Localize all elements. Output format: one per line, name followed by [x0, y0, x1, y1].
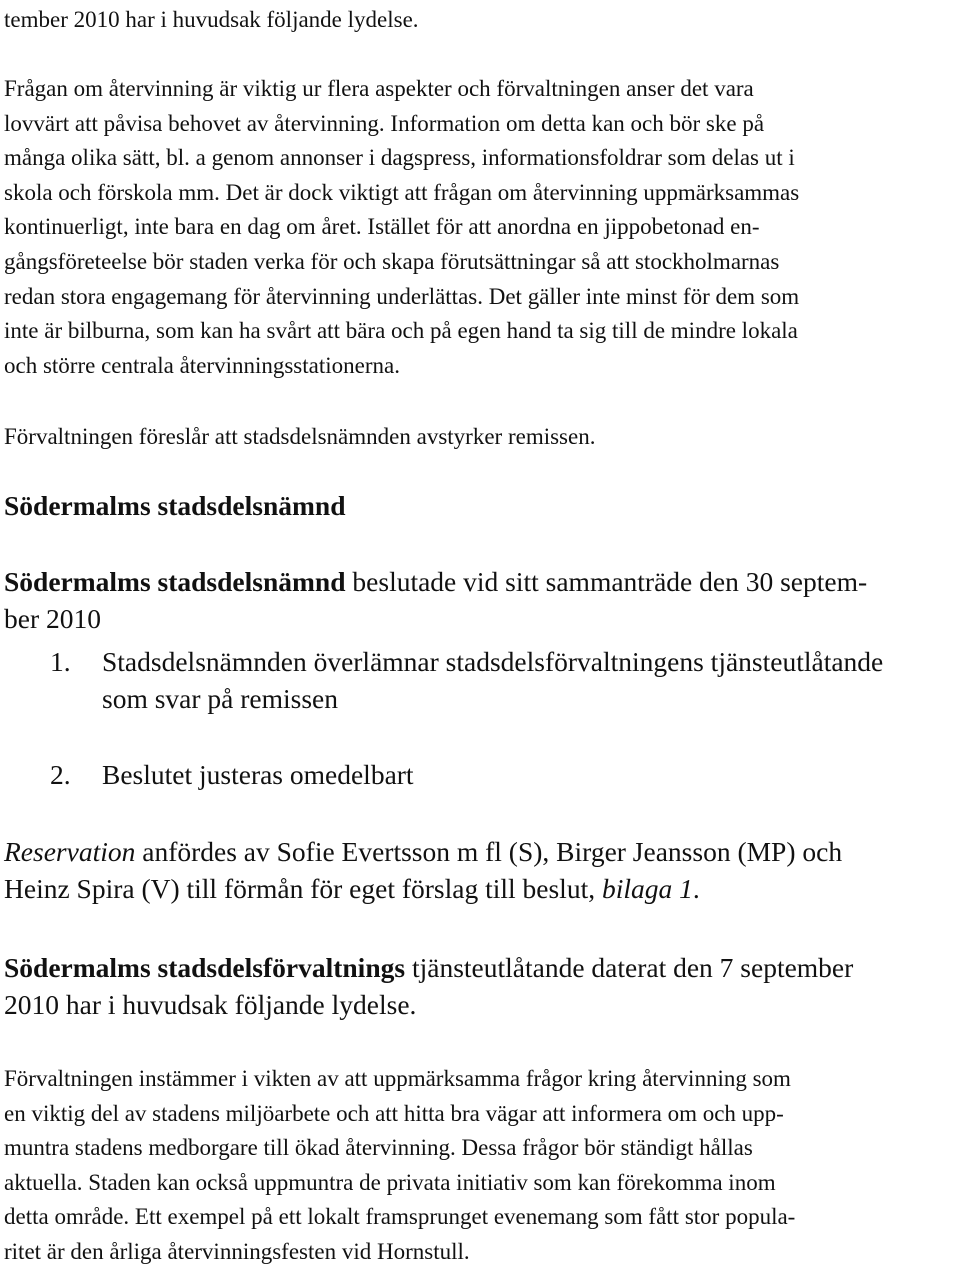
decision-body-name: Södermalms stadsdelsnämnd — [4, 566, 346, 597]
decision-text: beslutade vid sitt sammanträde den 30 septem- — [345, 566, 868, 597]
administration-name: Södermalms stadsdelsförvaltnings — [4, 952, 406, 983]
list-text — [102, 644, 960, 717]
text-line: Förvaltningen instämmer i vikten av att uppmärksamma frågor kring återvinning som — [4, 1066, 791, 1091]
text-line — [4, 950, 853, 987]
list-text — [102, 757, 960, 794]
top-line: tember 2010 har i huvudsak följande lydelse. — [4, 7, 419, 32]
text-line: gångsföreteelse bör staden verka för och skapa förutsättningar så att stockholmarnas — [4, 248, 780, 274]
text-line: Stadsdelsnämnden överlämnar stadsdelsförvaltningens tjänsteutlåtande — [102, 646, 884, 677]
text-line: redan stora engagemang för återvinning underlättas. Det gäller inte minst för dem som — [4, 283, 800, 309]
text-line — [4, 871, 842, 908]
text-line: Frågan om återvinning är viktig ur flera aspekter och förvaltningen anser det vara — [4, 76, 754, 101]
administration-paragraph — [4, 950, 853, 1023]
reservation-period: . — [692, 872, 700, 904]
text-line: Beslutet justeras omedelbart — [102, 759, 414, 790]
reservation-paragraph — [4, 834, 842, 907]
paragraph-2: Förvaltningen föreslår att stadsdelsnämnden avstyrker remissen. — [4, 424, 596, 449]
text-line — [4, 834, 842, 871]
appendix-reference: bilaga 1 — [601, 872, 693, 904]
section-heading: Södermalms stadsdelsnämnd — [4, 490, 346, 521]
text-line: 2010 har i huvudsak följande lydelse. — [4, 988, 417, 1020]
paragraph-1 — [4, 72, 799, 383]
text-line: som svar på remissen — [102, 682, 338, 714]
text-line — [4, 564, 867, 601]
text-line: muntra stadens medborgare till ökad återvinning. Dessa frågor bör ständigt hållas — [4, 1135, 753, 1161]
administration-text: tjänsteutlåtande daterat den 7 september — [405, 952, 854, 983]
text-line: kontinuerligt, inte bara en dag om året. Istället för att anordna en jippobetonad en- — [4, 214, 760, 240]
text-line: aktuella. Staden kan också uppmuntra de privata initiativ som kan förekomma inom — [4, 1169, 776, 1195]
decision-paragraph — [4, 564, 867, 637]
text-line: och större centrala återvinningsstationerna. — [4, 352, 400, 378]
text-line: detta område. Ett exempel på ett lokalt framsprunget evenemang som fått stor popula- — [4, 1204, 796, 1230]
text-line: många olika sätt, bl. a genom annonser i dagspress, informationsfoldrar som delas ut i — [4, 145, 795, 171]
reservation-text: anfördes av Sofie Evertsson m fl (S), Birger Jeansson (MP) och — [135, 836, 843, 867]
text-line: inte är bilburna, som kan ha svårt att bära och på egen hand ta sig till de mindre lokala — [4, 318, 798, 344]
list-number: 1. — [50, 646, 71, 677]
reservation-label: Reservation — [4, 836, 136, 867]
text-line: skola och förskola mm. Det är dock viktigt att frågan om återvinning uppmärksammas — [4, 179, 800, 205]
list-number: 2. — [50, 759, 71, 790]
reservation-text: Heinz Spira (V) till förmån för eget förslag till beslut, — [4, 872, 602, 904]
text-line: ritet är den årliga återvinningsfesten vid Hornstull. — [4, 1238, 470, 1264]
paragraph-3 — [4, 1062, 795, 1270]
text-line: en viktig del av stadens miljöarbete och att hitta bra vägar att informera om och upp- — [4, 1100, 784, 1126]
text-line: ber 2010 — [4, 602, 101, 634]
text-line: lovvärt att påvisa behovet av återvinning. Information om detta kan och bör ske på — [4, 110, 765, 136]
